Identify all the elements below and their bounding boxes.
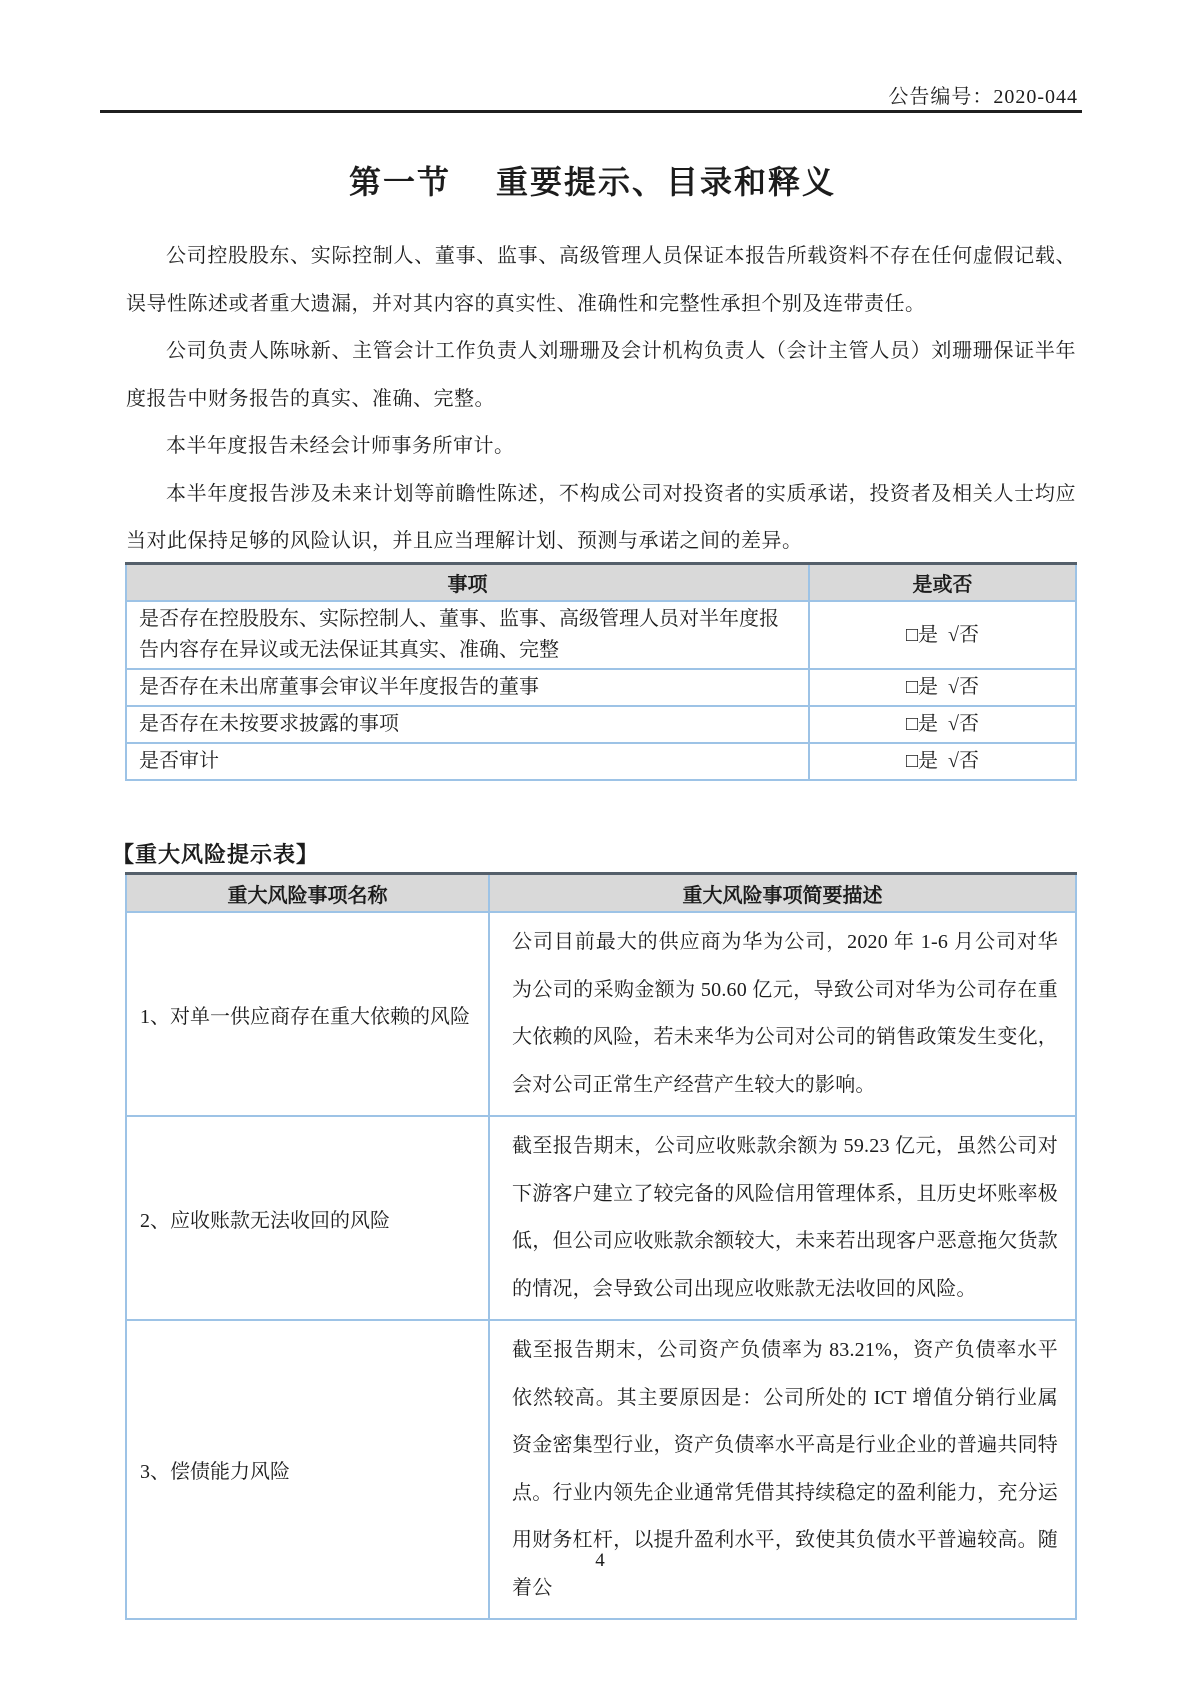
table-row [126,1320,1076,1619]
statement-answer: □是 √否 [809,601,1076,669]
risk-table-col-name: 重大风险事项名称 [126,874,489,913]
statement-item: 是否存在未按要求披露的事项 [126,706,809,743]
statement-answer: □是 √否 [809,669,1076,706]
statement-item: 是否存在控股股东、实际控制人、董事、监事、高级管理人员对半年度报告内容存在异议或无法保证其真实、准确、完整 [126,601,809,669]
paragraph-accuracy-statement: 公司控股股东、实际控制人、董事、监事、高级管理人员保证本报告所载资料不存在任何虚假记载、误导性陈述或者重大遗漏，并对其内容的真实性、准确性和完整性承担个别及连带责任。 [126,245,1076,315]
risk-description: 公司目前最大的供应商为华为公司，2020 年 1-6 月公司对华为公司的采购金额为 50.60 亿元，导致公司对华为公司存在重大依赖的风险，若未来华为公司对公司的销售政策发生变化，会对公司正常生产经营产生较大的影响。 [489,912,1076,1116]
announcement-number: 公告编号：2020-044 [888,86,1078,108]
statement-table-header-row [126,564,1076,602]
table-row [126,601,1076,669]
statement-table-col-item: 事项 [126,564,809,602]
table-row [126,912,1076,1116]
risk-name: 2、应收账款无法收回的风险 [126,1116,489,1320]
statement-answer: □是 √否 [809,706,1076,743]
risk-table [125,872,1077,1620]
statement-table-col-yesno: 是或否 [809,564,1076,602]
header-rule [100,110,1082,113]
risk-table-header-row [126,874,1076,913]
section-title: 第一节 重要提示、目录和释义 [349,164,836,200]
risk-table-col-desc: 重大风险事项简要描述 [489,874,1076,913]
risk-description: 截至报告期末，公司应收账款余额为 59.23 亿元，虽然公司对下游客户建立了较完备的风险信用管理体系，且历史坏账率极低，但公司应收账款余额较大，未来若出现客户恶意拖欠货款的情况，会导致公司出现应收账款无法收回的风险。 [489,1116,1076,1320]
page-number: 4 [595,1550,605,1571]
risk-name: 3、偿债能力风险 [126,1320,489,1619]
risk-description: 截至报告期末，公司资产负债率为 83.21%，资产负债率水平依然较高。其主要原因是：公司所处的 ICT 增值分销行业属资金密集型行业，资产负债率水平高是行业企业的普遍共同特点。行业内领先企业通常凭借其持续稳定的盈利能力，充分运用财务杠杆，以提升盈利水平，致使其负债水平普遍较高。随着公 [489,1320,1076,1619]
table-row [126,706,1076,743]
table-row [126,743,1076,780]
statement-item: 是否审计 [126,743,809,780]
paragraph-unaudited-note: 本半年度报告未经会计师事务所审计。 [166,435,515,457]
statement-table [125,562,1077,781]
risk-table-heading: 【重大风险提示表】 [112,842,320,867]
statement-item: 是否存在未出席董事会审议半年度报告的董事 [126,669,809,706]
table-row [126,1116,1076,1320]
paragraph-forward-looking-note: 本半年度报告涉及未来计划等前瞻性陈述，不构成公司对投资者的实质承诺，投资者及相关人士均应当对此保持足够的风险认识，并且应当理解计划、预测与承诺之间的差异。 [126,482,1076,552]
paragraph-responsible-persons: 公司负责人陈咏新、主管会计工作负责人刘珊珊及会计机构负责人（会计主管人员）刘珊珊保证半年度报告中财务报告的真实、准确、完整。 [126,340,1076,410]
table-row [126,669,1076,706]
body-paragraphs [126,233,1076,566]
risk-name: 1、对单一供应商存在重大依赖的风险 [126,912,489,1116]
statement-answer: □是 √否 [809,743,1076,780]
